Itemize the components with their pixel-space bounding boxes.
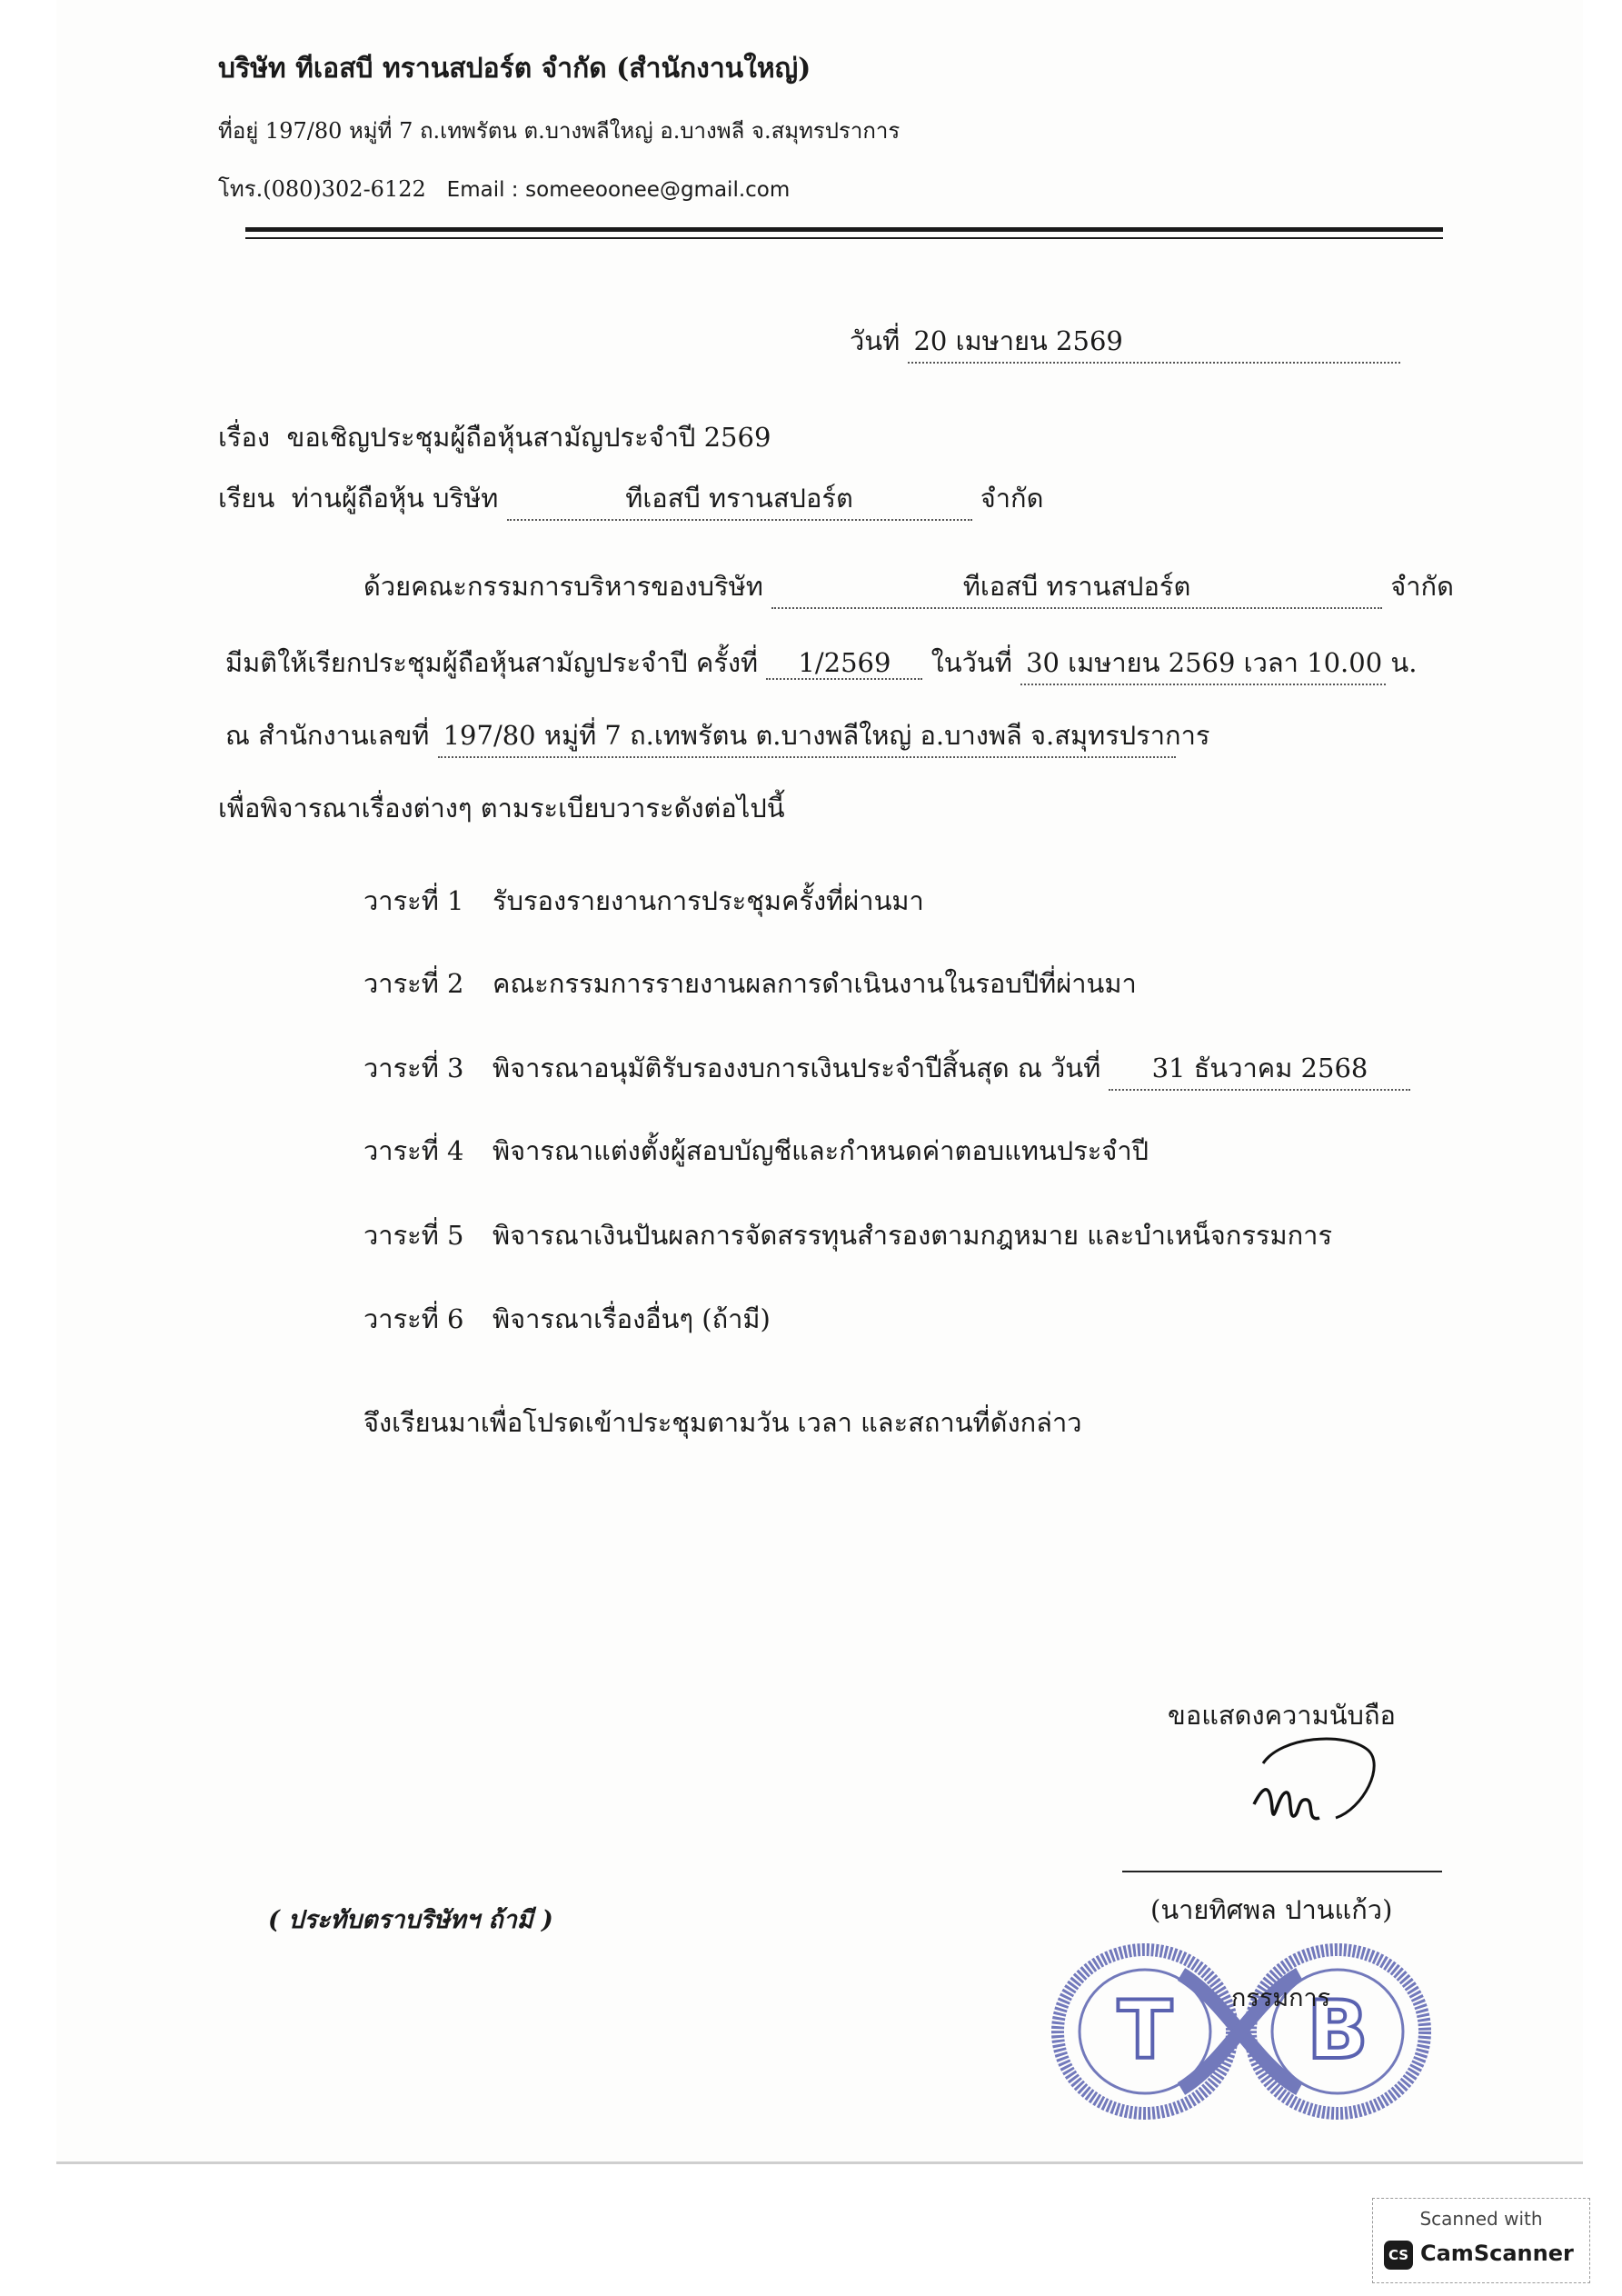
header-rule-thick [245,227,1443,232]
handwritten-signature [1199,1709,1381,1845]
body-line-1 [363,565,1454,609]
letter-date [850,320,1400,364]
company-header: บริษัท ทีเอสบี ทรานสปอร์ต จำกัด (สำนักงานใหญ่) [218,53,811,85]
regards-text: ขอแสดงความนับถือ [1168,1700,1396,1731]
company-email: someeoonee@gmail.com [525,178,791,202]
agenda-number: วาระที่ 1 [363,885,464,916]
body-line-4: เพื่อพิจารณาเรื่องต่างๆ ตามระเบียบวาระดังต่อไปนี้ [218,793,785,824]
agenda-number: วาระที่ 4 [363,1135,464,1166]
p2-prefix: มีมติให้เรียกประชุมผู้ถือหุ้นสามัญประจำปี ครั้งที่ [225,647,759,678]
agenda-text: คณะกรรมการรายงานผลการดำเนินงานในรอบปีที่ผ่านมา [493,968,1137,999]
fiscal-year-end-date: 31 ธันวาคม 2568 [1109,1047,1410,1091]
page-edge [56,2161,1583,2164]
signer-role: กรรมการ [1231,1984,1331,2012]
p3-prefix: ณ สำนักงานเลขที่ [225,720,430,751]
body-line-2 [225,642,1418,685]
seal-letter-b: B [1307,1983,1368,2077]
header-rule-thin [245,237,1443,239]
agenda-text: พิจารณาเรื่องอื่นๆ (ถ้ามี) [493,1303,771,1334]
date-label: วันที่ [850,325,901,356]
agenda-number: วาระที่ 6 [363,1303,464,1334]
p1-company: ทีเอสบี ทรานสปอร์ต [771,565,1382,609]
p2-middle: ในวันที่ [930,647,1012,678]
stamp-note: ( ประทับตราบริษัทฯ ถ้ามี ) [268,1906,553,1934]
agenda-text: พิจารณาแต่งตั้งผู้สอบบัญชีและกำหนดค่าตอบแทนประจำปี [493,1135,1149,1166]
company-phone: โทร.(080)302-6122 [218,176,426,202]
p1-prefix: ด้วยคณะกรรมการบริหารของบริษัท [363,571,763,602]
body-line-3 [225,714,1210,758]
agenda-text: พิจารณาเงินปันผลการจัดสรรทุนสำรองตามกฎหมาย และบำเหน็จกรรมการ [493,1220,1333,1251]
subject-text: ขอเชิญประชุมผู้ถือหุ้นสามัญประจำปี 2569 [286,422,771,453]
agenda-number: วาระที่ 2 [363,968,464,999]
agenda-text: รับรองรายงานการประชุมครั้งที่ผ่านมา [493,885,924,916]
subject-label: เรื่อง [218,422,271,453]
to-company-suffix: จำกัด [980,483,1044,514]
signer-name: (นายทิศพล ปานแก้ว) [1150,1894,1393,1925]
date-value: 20 เมษายน 2569 [908,320,1400,364]
email-label: Email : [446,178,519,202]
camscanner-name: CamScanner [1420,2241,1574,2266]
seal-letter-t: T [1117,1983,1173,2077]
to-company-name: ทีเอสบี ทรานสปอร์ต [507,477,972,521]
company-seal [1045,1938,1438,2125]
camscanner-icon: CS [1384,2241,1413,2270]
meeting-date-time: 30 เมษายน 2569 เวลา 10.00 น. [1020,642,1386,685]
agenda-text [493,1047,1410,1091]
letter-recipient [218,477,1043,521]
signature-line [1122,1871,1442,1872]
to-prefix: ท่านผู้ถือหุ้น บริษัท [291,483,499,514]
agenda-3-text: พิจารณาอนุมัติรับรองงบการเงินประจำปีสิ้นสุด ณ วันที่ [493,1053,1101,1083]
scanned-with-text: Scanned with [1419,2208,1543,2230]
agenda-number: วาระที่ 3 [363,1053,464,1083]
to-label: เรียน [218,483,275,514]
closing-sentence: จึงเรียนมาเพื่อโปรดเข้าประชุมตามวัน เวลา และสถานที่ดังกล่าว [363,1407,1082,1438]
company-address: ที่อยู่ 197/80 หมู่ที่ 7 ถ.เทพรัตน ต.บางพลีใหญ่ อ.บางพลี จ.สมุทรปราการ [218,118,901,144]
p1-suffix: จำกัด [1390,571,1454,602]
camscanner-badge [1372,2198,1590,2283]
meeting-number: 1/2569 [766,647,922,680]
letter-subject [218,416,771,458]
meeting-address: 197/80 หมู่ที่ 7 ถ.เทพรัตน ต.บางพลีใหญ่ อ.บางพลี จ.สมุทรปราการ [438,714,1176,758]
agenda-number: วาระที่ 5 [363,1220,464,1251]
company-contact [218,171,790,206]
